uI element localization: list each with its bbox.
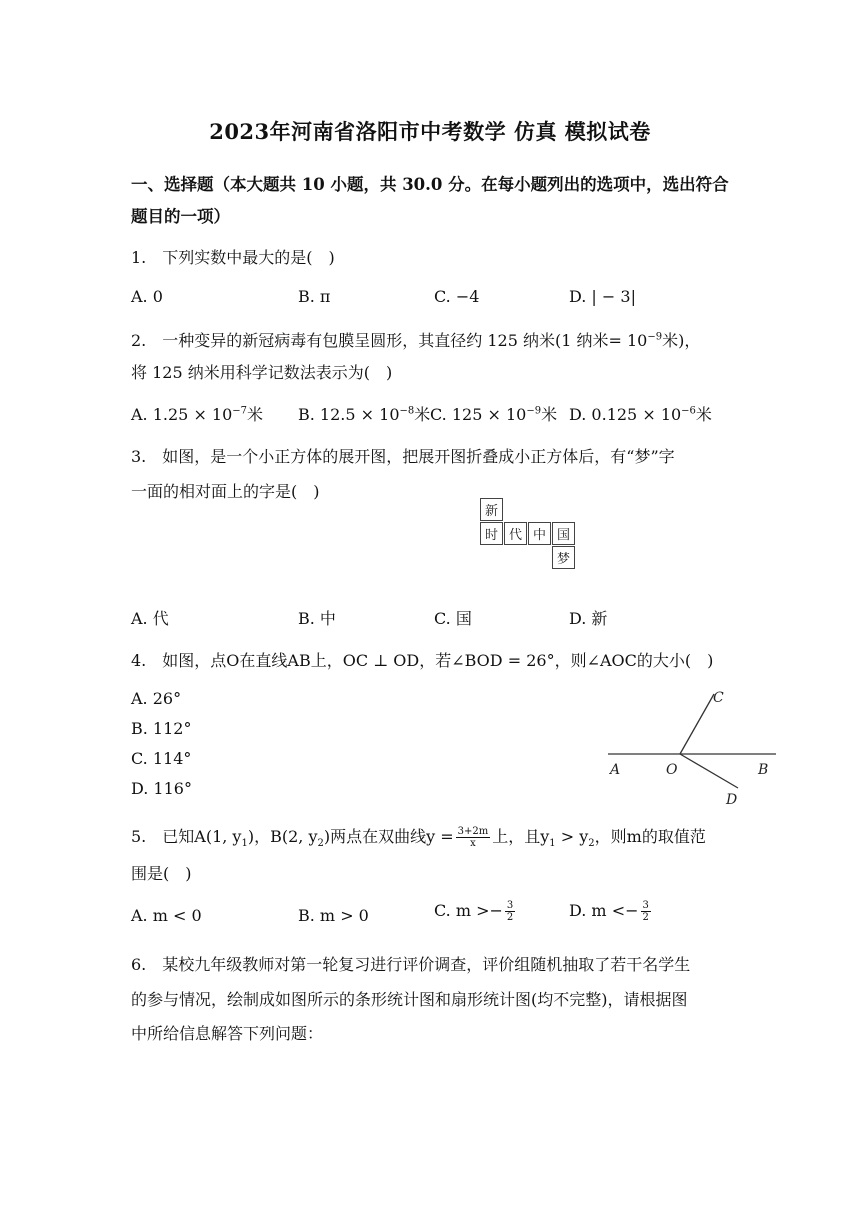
q2-stem-line1 xyxy=(131,328,700,351)
q2-option-a xyxy=(131,402,263,425)
q2-option-b-exp: −8 xyxy=(399,405,415,417)
q5-text: 上，且y xyxy=(492,827,550,846)
q5-option-c xyxy=(434,900,517,923)
q5-option-a: A. m < 0 xyxy=(131,906,202,925)
q2-option-b-base: B. 12.5 × 10 xyxy=(298,405,400,424)
q2-option-a-exp: −7 xyxy=(232,405,248,417)
ray-od xyxy=(680,754,738,788)
q5-fraction-numerator: 3+2m xyxy=(457,826,489,837)
q5-stem-line1 xyxy=(131,824,706,849)
net-cell: 梦 xyxy=(552,546,575,569)
q5-option-b: B. m > 0 xyxy=(298,906,369,925)
q5-text: > y xyxy=(555,827,589,846)
q5-sub: 2 xyxy=(588,838,595,850)
q2-option-d-unit: 米 xyxy=(695,405,712,424)
q5-text: )，B(2, y xyxy=(247,827,318,846)
q4-option-a: A. 26° xyxy=(131,689,182,708)
q5-option-c-fraction xyxy=(505,900,515,923)
q3-option-b: B. 中 xyxy=(298,609,336,628)
net-cell: 中 xyxy=(528,522,551,545)
section-heading-line1: 一、选择题（本大题共 10 小题，共 30.0 分。在每小题列出的选项中，选出符合 xyxy=(131,175,729,194)
q1-stem: 1. 下列实数中最大的是( ) xyxy=(131,248,335,267)
q5-fraction-denominator: x xyxy=(470,838,476,849)
q4-stem: 4. 如图，点O在直线AB上，OC ⊥ OD，若∠BOD = 26°，则∠AOC的大小( ) xyxy=(131,651,714,670)
q4-option-d: D. 116° xyxy=(131,779,192,798)
q6-stem-line2: 的参与情况，绘制成如图所示的条形统计图和扇形统计图(均不完整)，请根据图 xyxy=(131,990,688,1009)
q2-option-c-exp: −9 xyxy=(526,405,542,417)
ray-oc xyxy=(680,694,714,754)
q5-fraction xyxy=(456,826,491,849)
label-o: O xyxy=(666,762,678,778)
q5-stem-line2: 围是( ) xyxy=(131,864,192,883)
q5-text: 5. 已知A(1, y xyxy=(131,827,242,846)
q4-option-b: B. 112° xyxy=(131,719,192,738)
q6-stem-line1: 6. 某校九年级教师对第一轮复习进行评价调查，评价组随机抽取了若干名学生 xyxy=(131,955,691,974)
q1-option-c: C. −4 xyxy=(434,287,480,306)
q2-option-a-base: A. 1.25 × 10 xyxy=(131,405,233,424)
cube-net-figure xyxy=(478,496,578,572)
fraction-denominator: 2 xyxy=(642,912,649,923)
q5-text: ，则m的取值范 xyxy=(594,827,706,846)
q3-option-a: A. 代 xyxy=(131,609,169,628)
q2-option-d-base: D. 0.125 × 10 xyxy=(569,405,682,424)
q2-stem-line2: 将 125 纳米用科学记数法表示为( ) xyxy=(131,363,393,382)
q5-option-d xyxy=(569,900,653,923)
q2-option-b-unit: 米 xyxy=(414,405,431,424)
q5-option-d-text: D. m <− xyxy=(569,901,639,920)
q3-stem-line1: 3. 如图，是一个小正方体的展开图，把展开图折叠成小正方体后，有“梦”字 xyxy=(131,447,675,466)
label-a: A xyxy=(610,762,621,778)
q2-option-c xyxy=(430,402,557,425)
q5-sub: 1 xyxy=(549,838,556,850)
angle-figure xyxy=(600,684,785,809)
q5-sub: 2 xyxy=(317,838,324,850)
q2-stem-text: 2. 一种变异的新冠病毒有包膜呈圆形，其直径约 125 纳米(1 纳米= 10 xyxy=(131,331,648,350)
q2-option-c-base: C. 125 × 10 xyxy=(430,405,527,424)
q1-option-a: A. 0 xyxy=(131,287,163,306)
q5-sub: 1 xyxy=(241,838,248,850)
q5-text: )两点在双曲线y = xyxy=(323,827,454,846)
q2-option-d-exp: −6 xyxy=(681,405,696,417)
q3-option-d: D. 新 xyxy=(569,609,608,628)
q2-exponent: −9 xyxy=(647,331,663,343)
fraction-denominator: 2 xyxy=(506,912,514,923)
q2-option-d xyxy=(569,402,712,425)
q2-option-b xyxy=(298,402,430,425)
net-cell: 新 xyxy=(480,498,503,521)
label-c: C xyxy=(713,690,724,706)
q5-option-c-text: C. m >− xyxy=(434,901,503,920)
q5-option-d-fraction xyxy=(641,900,651,923)
label-d: D xyxy=(726,792,738,808)
q2-stem-unit: 米)， xyxy=(662,331,701,350)
q3-option-c: C. 国 xyxy=(434,609,472,628)
fraction-numerator: 3 xyxy=(506,900,514,911)
net-cell: 国 xyxy=(552,522,575,545)
fraction-numerator: 3 xyxy=(642,900,649,911)
q2-option-a-unit: 米 xyxy=(247,405,264,424)
q2-option-c-unit: 米 xyxy=(541,405,558,424)
section-heading-line2: 题目的一项） xyxy=(131,207,230,226)
q6-stem-line3: 中所给信息解答下列问题： xyxy=(131,1024,324,1043)
q1-option-b: B. π xyxy=(298,287,331,306)
net-cell: 时 xyxy=(480,522,503,545)
net-cell: 代 xyxy=(504,522,527,545)
q3-stem-line2: 一面的相对面上的字是( ) xyxy=(131,482,320,501)
q1-option-d: D. | − 3| xyxy=(569,287,636,306)
label-b: B xyxy=(758,762,769,778)
page-title: 2023年河南省洛阳市中考数学 仿真 模拟试卷 xyxy=(209,119,651,144)
q4-option-c: C. 114° xyxy=(131,749,192,768)
